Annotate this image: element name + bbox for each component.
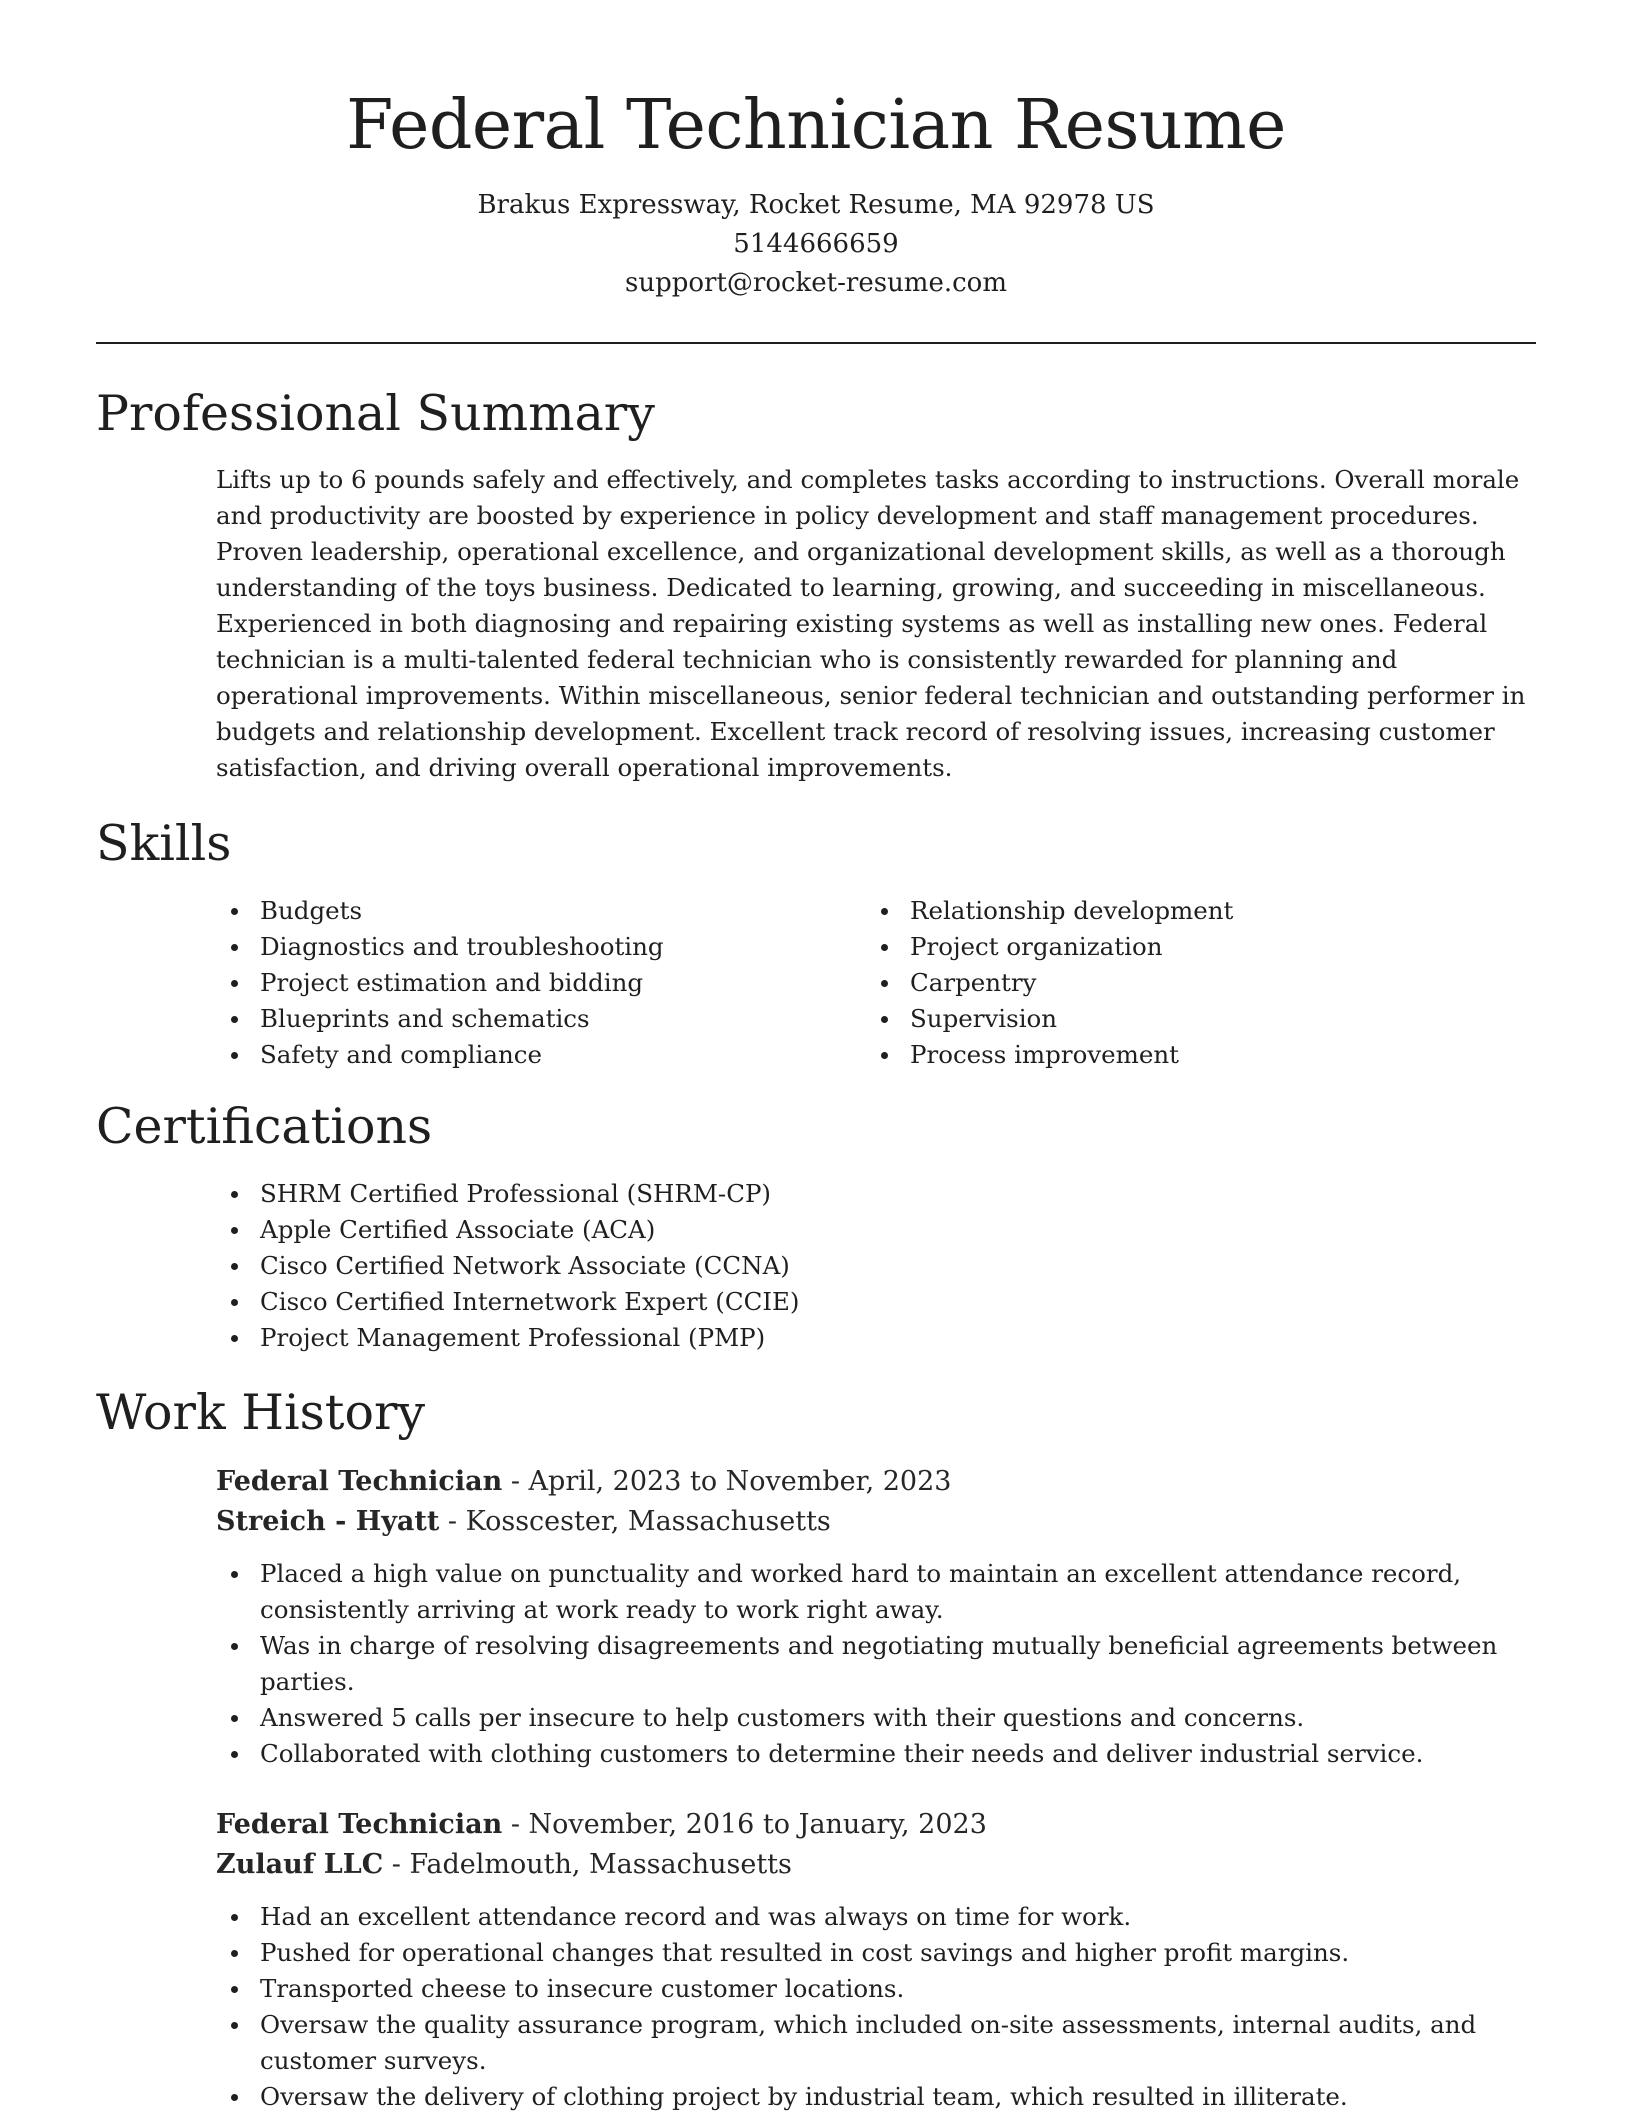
job-entry [216,1462,1538,1772]
job-bullet: Answered 5 calls per insecure to help customers with their questions and concerns. [216,1700,1538,1736]
certification-item: Project Management Professional (PMP) [216,1320,1416,1356]
job-company: Zulauf LLC [216,1849,384,1880]
skill-item: Supervision [866,1001,1506,1037]
job-bullet: Transported cheese to insecure customer locations. [216,1971,1538,2007]
job-bullets [216,1556,1538,1772]
skill-item: Safety and compliance [216,1037,856,1073]
job-bullets [216,1899,1538,2115]
contact-phone: 5144666659 [733,229,899,259]
job-entry [216,1805,1538,2115]
work-history-heading: Work History [96,1384,426,1441]
skill-item: Diagnostics and troubleshooting [216,929,856,965]
skill-item: Budgets [216,893,856,929]
skill-item: Project estimation and bidding [216,965,856,1001]
job-bullet: Had an excellent attendance record and was always on time for work. [216,1899,1538,1935]
job-dates: - November, 2016 to January, 2023 [502,1809,987,1840]
job-bullet: Oversaw the delivery of clothing project by industrial team, which resulted in illiterate. [216,2079,1538,2115]
contact-address: Brakus Expressway, Rocket Resume, MA 92978 US [477,190,1155,220]
skill-item: Relationship development [866,893,1506,929]
job-bullet: Oversaw the quality assurance program, which included on-site assessments, internal audits, and customer surveys. [216,2007,1538,2079]
skill-item: Blueprints and schematics [216,1001,856,1037]
resume-header [0,78,1632,303]
job-role: Federal Technician [216,1809,503,1840]
skills-list-right [866,893,1506,1073]
summary-text: Lifts up to 6 pounds safely and effectively, and completes tasks according to instructions. Overall morale and productivity are boosted by experience in policy development and staff management procedures. Proven leadership, operational excellence, and organizational development skills, as well as a thorough understanding of the toys business. Dedicated to learning, growing, and succeeding in miscellaneous. Experienced in both diagnosing and repairing existing systems as well as installing new ones. Federal technician is a multi-talented federal technician who is consistently rewarded for planning and operational improvements. Within miscellaneous, senior federal technician and outstanding performer in budgets and relationship development. Excellent track record of resolving issues, increasing customer satisfaction, and driving overall operational improvements. [216,465,1526,782]
job-location: - Fadelmouth, Massachusetts [383,1849,792,1880]
skill-item: Carpentry [866,965,1506,1001]
job-title-line [216,1805,1538,1845]
skill-item: Project organization [866,929,1506,965]
job-bullet: Collaborated with clothing customers to determine their needs and deliver industrial service. [216,1736,1538,1772]
resume-title: Federal Technician Resume [346,86,1286,165]
certifications-heading: Certifications [96,1098,433,1155]
job-title-line [216,1462,1538,1502]
job-company: Streich - Hyatt [216,1506,440,1537]
job-bullet: Was in charge of resolving disagreements and negotiating mutually beneficial agreements between parties. [216,1628,1538,1700]
certifications-list [216,1176,1416,1356]
contact-email: support@rocket-resume.com [624,268,1007,298]
certification-item: SHRM Certified Professional (SHRM-CP) [216,1176,1416,1212]
certification-item: Apple Certified Associate (ACA) [216,1212,1416,1248]
certification-item: Cisco Certified Network Associate (CCNA) [216,1248,1416,1284]
job-dates: - April, 2023 to November, 2023 [502,1466,952,1497]
job-role: Federal Technician [216,1466,503,1497]
skills-heading: Skills [96,815,232,872]
job-company-line [216,1502,1538,1542]
header-divider [96,342,1536,344]
job-bullet: Placed a high value on punctuality and worked hard to maintain an excellent attendance record, consistently arriving at work ready to work right away. [216,1556,1538,1628]
skills-list-left [216,893,856,1073]
certification-item: Cisco Certified Internetwork Expert (CCIE) [216,1284,1416,1320]
skill-item: Process improvement [866,1037,1506,1073]
job-location: - Kosscester, Massachusetts [439,1506,831,1537]
summary-heading: Professional Summary [96,385,655,442]
job-bullet: Pushed for operational changes that resulted in cost savings and higher profit margins. [216,1935,1538,1971]
job-company-line [216,1845,1538,1885]
